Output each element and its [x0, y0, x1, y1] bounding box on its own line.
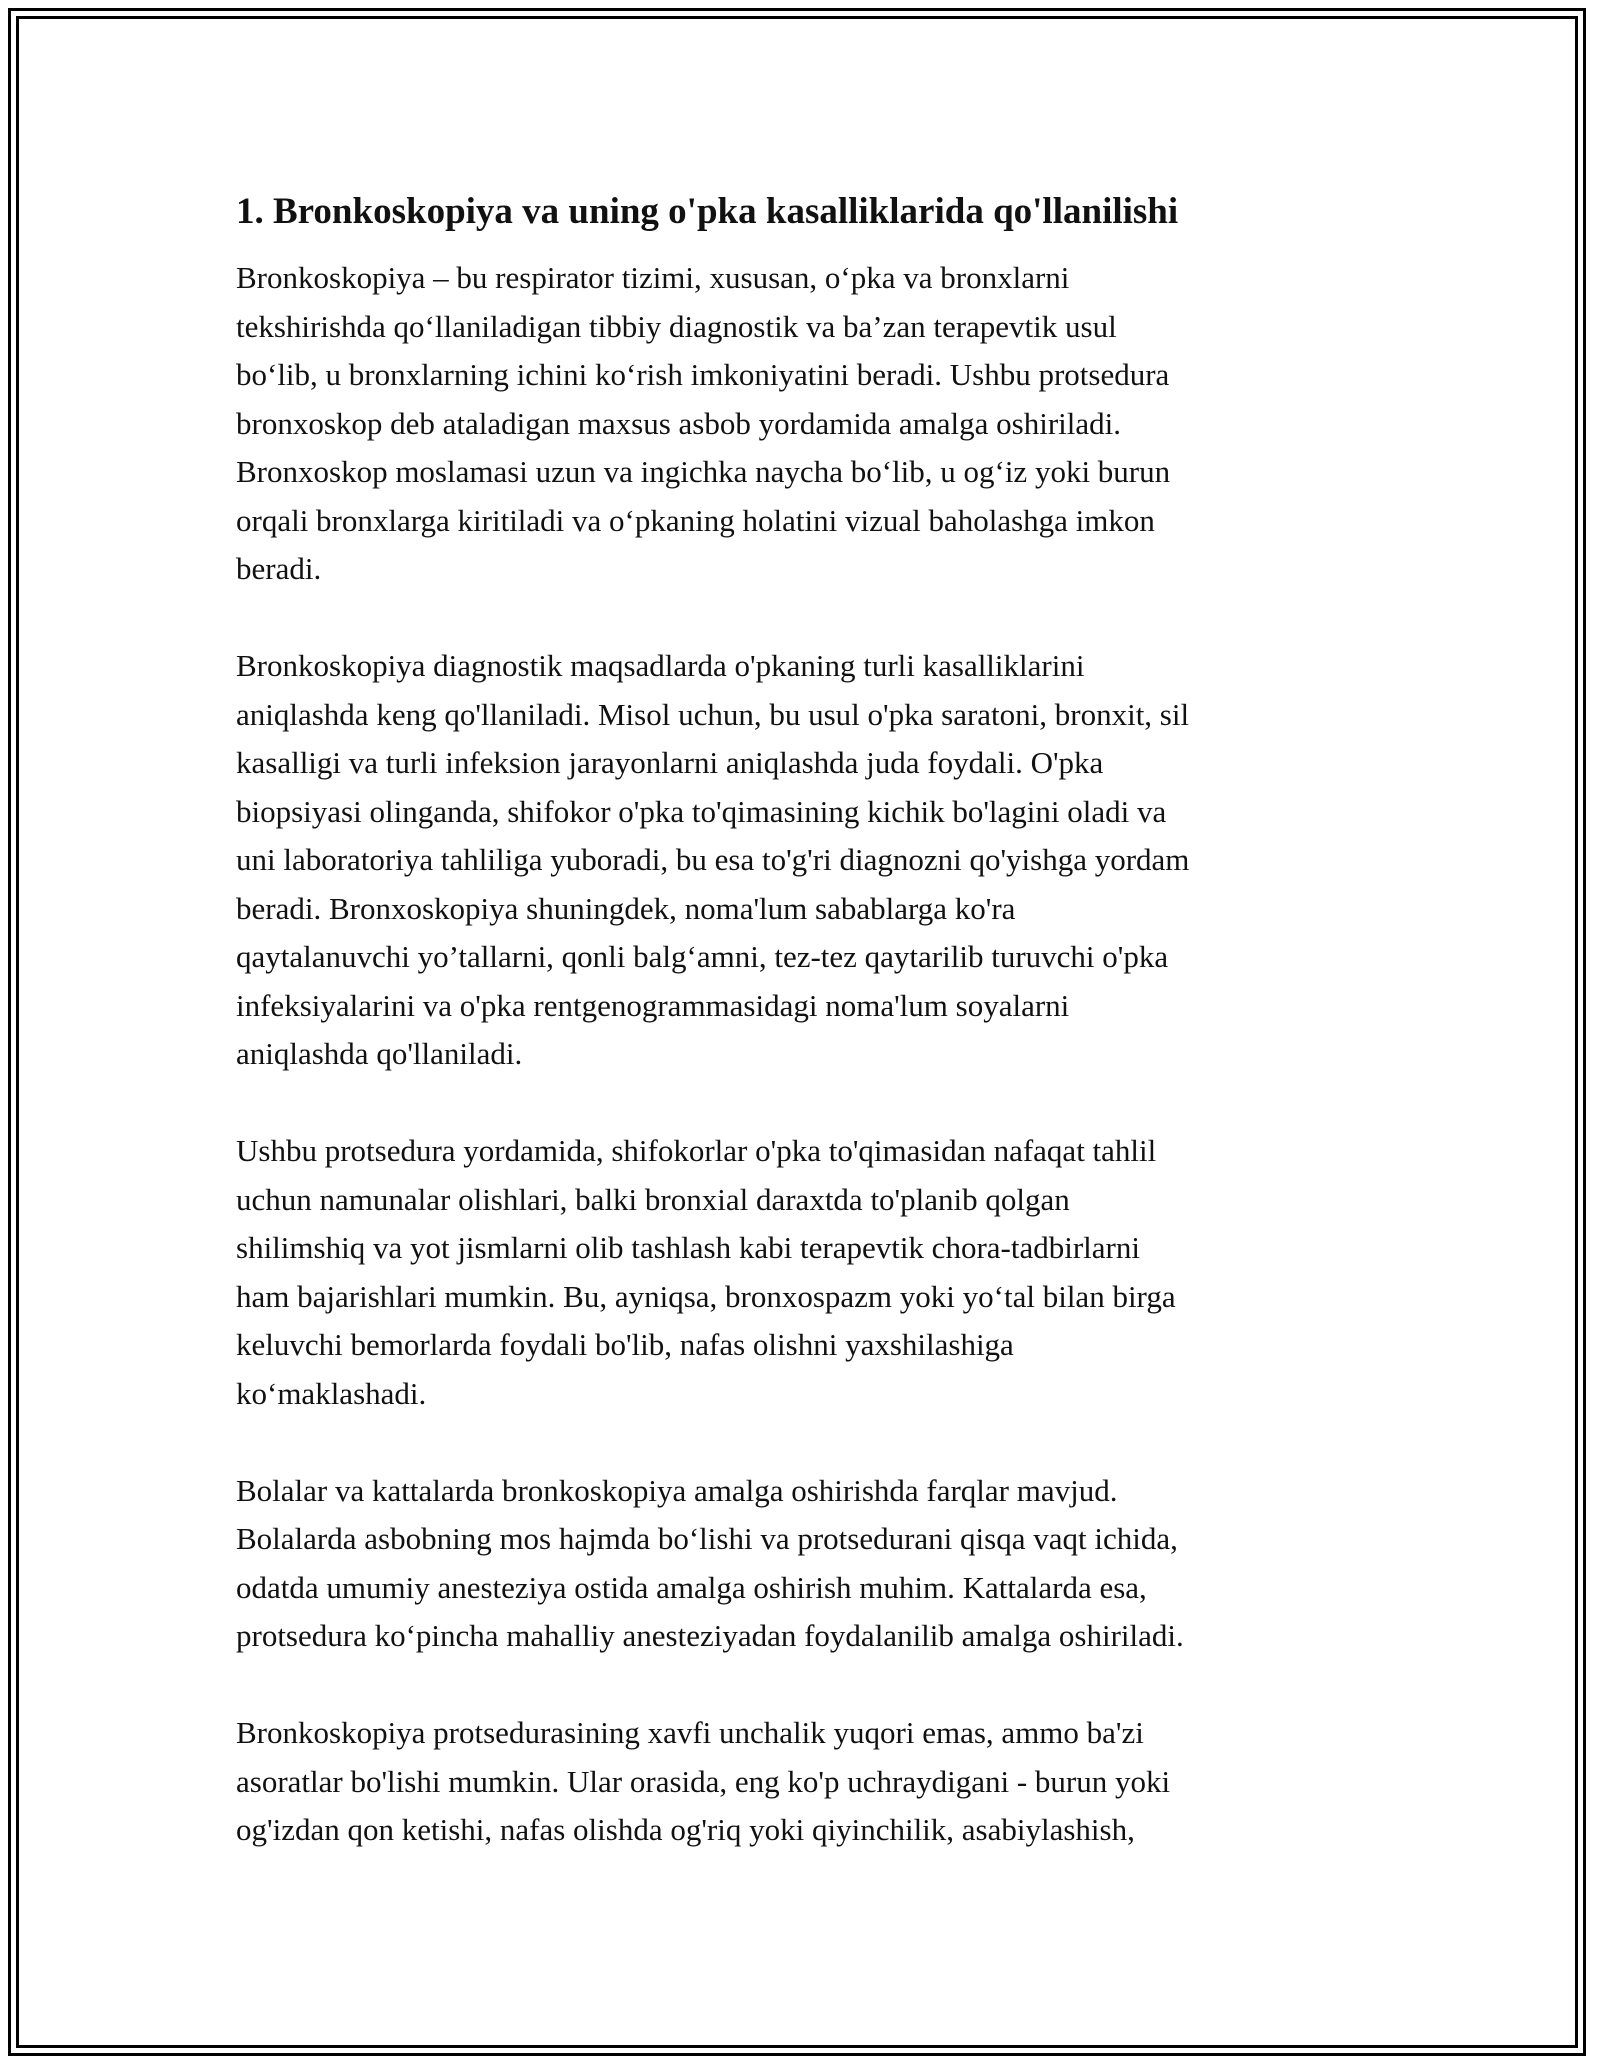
paragraph-line: Bronkoskopiya diagnostik maqsadlarda o'pkaning turli kasalliklarini [236, 648, 1085, 683]
paragraph-line: uni laboratoriya tahliliga yuboradi, bu esa to'g'ri diagnozni qo'yishga yordam [236, 842, 1190, 877]
paragraph-line: biopsiyasi olinganda, shifokor o'pka to'qimasining kichik bo'lagini oladi va [236, 793, 1167, 829]
paragraph [236, 254, 1376, 594]
paragraph-line: Bronxoskop moslamasi uzun va ingichka naycha bo‘lib, u og‘iz yoki burun [236, 454, 1171, 489]
paragraph [236, 1709, 1376, 1855]
paragraph-line: Ushbu protsedura yordamida, shifokorlar o'pka to'qimasidan nafaqat tahlil [236, 1133, 1157, 1168]
paragraph-line: asoratlar bo'lishi mumkin. Ular orasida, eng ko'p uchraydigani - burun yoki [236, 1763, 1171, 1799]
paragraph-line: bo‘lib, u bronxlarning ichini ko‘rish imkoniyatini beradi. Ushbu protsedura [236, 357, 1170, 392]
paragraph-line: orqali bronxlarga kiritiladi va o‘pkaning holatini vizual baholashga imkon [236, 502, 1155, 538]
paragraph-line: kasalligi va turli infeksion jarayonlarni aniqlashda juda foydali. O'pka [236, 745, 1104, 780]
paragraph-line: ko‘maklashadi. [236, 1375, 427, 1411]
paragraph-line: Bolalar va kattalarda bronkoskopiya amalga oshirishda farqlar mavjud. [236, 1472, 1118, 1508]
paragraph-line: protsedura ko‘pincha mahalliy anesteziyadan foydalanilib amalga oshiriladi. [236, 1618, 1184, 1653]
paragraph-line: beradi. [236, 551, 322, 586]
paragraph [236, 642, 1376, 1079]
paragraph-line: bronxoskop deb ataladigan maxsus asbob yordamida amalga oshiriladi. [236, 405, 1122, 441]
paragraph-line: ham bajarishlari mumkin. Bu, ayniqsa, bronxospazm yoki yo‘tal bilan birga [236, 1278, 1176, 1314]
paragraph-line: tekshirishda qo‘llaniladigan tibbiy diagnostik va ba’zan terapevtik usul [236, 308, 1117, 344]
paragraph-line: aniqlashda keng qo'llaniladi. Misol uchun, bu usul o'pka saratoni, bronxit, sil [236, 696, 1190, 732]
paragraph-line: og'izdan qon ketishi, nafas olishda og'riq yoki qiyinchilik, asabiylashish, [236, 1812, 1135, 1847]
paragraph-line: keluvchi bemorlarda foydali bo'lib, nafas olishni yaxshilashiga [236, 1327, 1014, 1362]
paragraph-line: Bolalarda asbobning mos hajmda bo‘lishi va protsedurani qisqa vaqt ichida, [236, 1521, 1178, 1556]
paragraph-line: infeksiyalarini va o'pka rentgenogrammasidagi noma'lum soyalarni [236, 987, 1070, 1023]
paragraph-line: Bronkoskopiya – bu respirator tizimi, xususan, o‘pka va bronxlarni [236, 260, 1070, 295]
paragraph-line: shilimshiq va yot jismlarni olib tashlash kabi terapevtik chora-tadbirlarni [236, 1230, 1140, 1265]
paragraph [236, 1127, 1376, 1418]
document-body [236, 188, 1376, 1903]
paragraph-line: qaytalanuvchi yo’tallarni, qonli balg‘amni, tez-tez qaytarilib turuvchi o'pka [236, 939, 1169, 974]
paragraph-line: beradi. Bronxoskopiya shuningdek, noma'lum sabablarga ko'ra [236, 890, 1016, 926]
section-title: 1. Bronkoskopiya va uning o'pka kasalliklarida qo'llanilishi [236, 191, 1179, 232]
paragraph-list [236, 254, 1376, 1855]
paragraph-line: uchun namunalar olishlari, balki bronxial daraxtda to'planib qolgan [236, 1181, 1070, 1217]
paragraph-line: Bronkoskopiya protsedurasining xavfi unchalik yuqori emas, ammo ba'zi [236, 1715, 1144, 1750]
paragraph-line: aniqlashda qo'llaniladi. [236, 1036, 523, 1071]
paragraph-line: odatda umumiy anesteziya ostida amalga oshirish muhim. Kattalarda esa, [236, 1569, 1147, 1605]
paragraph [236, 1467, 1376, 1661]
